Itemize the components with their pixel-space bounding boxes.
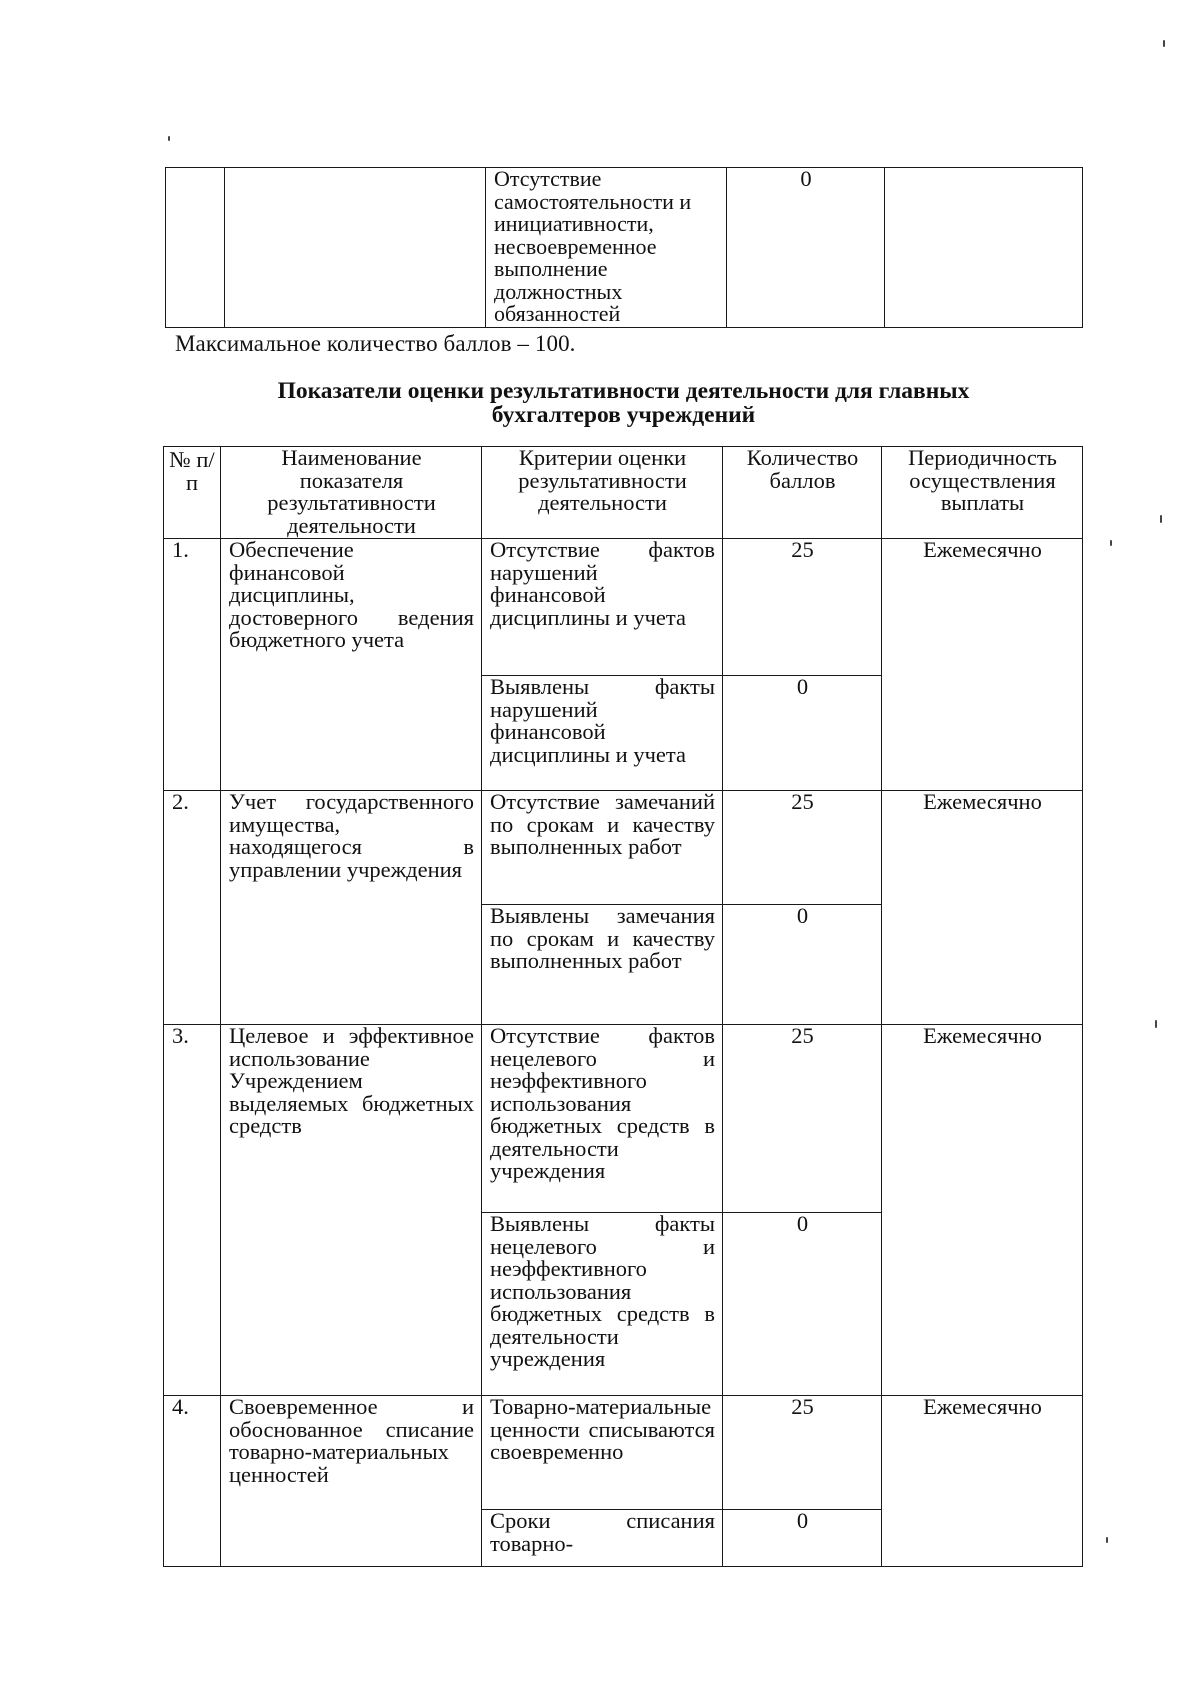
indicator-cell	[225, 168, 486, 328]
scan-speck	[1110, 540, 1112, 546]
points-cell: 25	[723, 791, 882, 905]
table-row	[164, 1025, 1083, 1213]
header-criteria: Критерии оценки результативности деятельности	[482, 447, 723, 539]
period-cell: Ежемесячно	[882, 1396, 1083, 1567]
criterion-cell: Сроки списания товарно-	[482, 1510, 723, 1567]
header-period: Периодичность осуществления выплаты	[882, 447, 1083, 539]
scan-speck	[168, 136, 170, 141]
table-row	[164, 539, 1083, 676]
table-row	[164, 791, 1083, 905]
section-title	[165, 379, 1082, 427]
points-cell: 25	[723, 1025, 882, 1213]
points-cell: 0	[723, 1510, 882, 1567]
scan-speck	[1106, 1537, 1108, 1543]
criterion-cell: Отсутствие фактов нецелевого и неэффективного использования бюджетных средств в деятельности учреждения	[482, 1025, 723, 1213]
header-points: Количество баллов	[723, 447, 882, 539]
period-cell: Ежемесячно	[882, 539, 1083, 791]
scan-speck	[1155, 1020, 1157, 1028]
row-number-cell: 2.	[164, 791, 221, 1025]
points-cell: 25	[723, 539, 882, 676]
max-score-note: Максимальное количество баллов – 100.	[175, 331, 576, 356]
period-cell: Ежемесячно	[882, 791, 1083, 1025]
points-cell: 0	[723, 905, 882, 1025]
scan-speck	[1160, 515, 1162, 523]
row-number-cell: 3.	[164, 1025, 221, 1396]
points-cell: 25	[723, 1396, 882, 1510]
row-number-cell: 1.	[164, 539, 221, 791]
section-title-line-1: Показатели оценки результативности деятельности для главных	[277, 378, 970, 404]
row-number-cell	[166, 168, 225, 328]
criterion-cell: Отсутствие фактов нарушений финансовой дисциплины и учета	[482, 539, 723, 676]
criterion-cell: Отсутствие замечаний по срокам и качеству выполненных работ	[482, 791, 723, 905]
indicator-cell: Учет государственного имущества, находящегося в управлении учреждения	[221, 791, 482, 1025]
header-num: № п/п	[164, 447, 221, 539]
points-cell: 0	[727, 168, 885, 328]
table-header-row	[164, 447, 1083, 539]
indicators-table	[163, 446, 1083, 1567]
indicator-cell: Обеспечение финансовой дисциплины, достоверного ведения бюджетного учета	[221, 539, 482, 791]
section-title-line-2: бухгалтеров учреждений	[491, 402, 756, 428]
criterion-cell: Выявлены факты нецелевого и неэффективного использования бюджетных средств в деятельности учреждения	[482, 1213, 723, 1396]
period-cell: Ежемесячно	[882, 1025, 1083, 1396]
criterion-cell: Выявлены факты нарушений финансовой дисциплины и учета	[482, 676, 723, 791]
criterion-cell: Отсутствие самостоятельности и инициативности, несвоевременное выполнение должностных обязанностей	[486, 168, 727, 328]
header-indicator: Наименование показателя результативности деятельности	[221, 447, 482, 539]
table-row	[164, 1396, 1083, 1510]
period-cell	[885, 168, 1083, 328]
criterion-cell: Выявлены замечания по срокам и качеству выполненных работ	[482, 905, 723, 1025]
row-number-cell: 4.	[164, 1396, 221, 1567]
indicator-cell: Своевременное и обоснованное списание товарно-материальных ценностей	[221, 1396, 482, 1567]
criterion-cell: Товарно-материальные ценности списываются своевременно	[482, 1396, 723, 1510]
points-cell: 0	[723, 676, 882, 791]
continued-criteria-table	[165, 167, 1083, 328]
points-cell: 0	[723, 1213, 882, 1396]
scan-speck	[1163, 40, 1165, 47]
table-row	[166, 168, 1083, 328]
indicator-cell: Целевое и эффективное использование Учреждением выделяемых бюджетных средств	[221, 1025, 482, 1396]
